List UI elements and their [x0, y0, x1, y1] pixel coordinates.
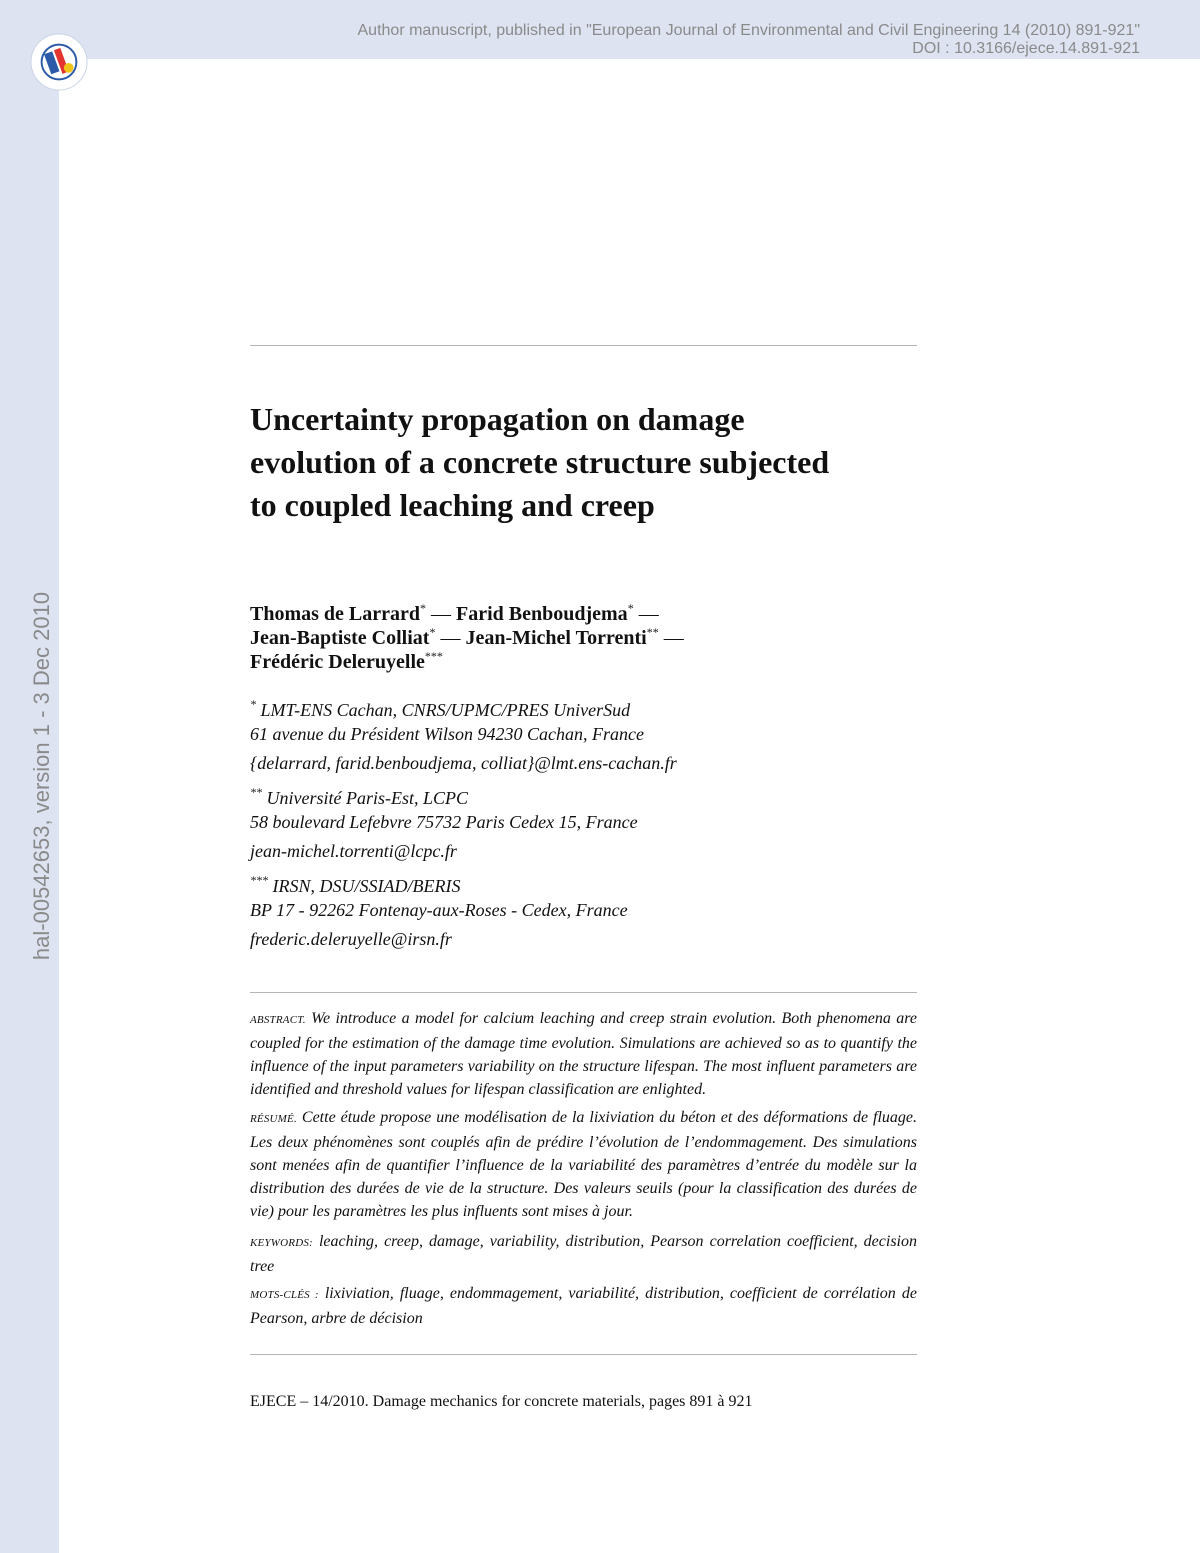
author-separator: —: [663, 627, 684, 649]
affiliation-mark: *: [420, 601, 426, 615]
top-rule: [250, 345, 917, 346]
title-line: to coupled leaching and creep: [250, 487, 655, 523]
hal-identifier: hal-00542653, version 1 - 3 Dec 2010: [29, 591, 54, 961]
affiliation-mark: *: [627, 601, 634, 615]
motscles-text: lixiviation, fluage, endommagement, variabilité, distribution, coefficient de corrélation de Pearson, arbre de décision: [250, 1285, 917, 1327]
resume-text: Cette étude propose une modélisation de la lixiviation du béton et des déformations de fluage. Les deux phénomènes sont couplés afin de prédire l’évolution de l’endommagement. Des simulations sont menées afin de quantifier l’influence de la variabilité des paramètres d’entrée du modèle sur la distribution des durées de vie de la structure. Des valeurs seuils (pour la classification des durées de vie) pour les paramètres les plus influents sont mises à jour.: [250, 1109, 918, 1220]
affiliation-mark: **: [646, 625, 659, 639]
affiliation-email: jean-michel.torrenti@lcpc.fr: [250, 841, 457, 861]
author-name: Farid Benboudjema: [456, 603, 628, 625]
keywords-label: KEYWORDS:: [250, 1237, 313, 1249]
author-separator: —: [638, 603, 659, 625]
hal-archive-logo: [30, 33, 88, 91]
motscles-paragraph: [250, 1282, 917, 1330]
author-name: Thomas de Larrard: [250, 603, 420, 625]
author-name: Jean-Michel Torrenti: [465, 627, 647, 649]
doi-note: DOI : 10.3166/ejece.14.891-921: [912, 40, 1140, 57]
keywords-paragraph: [250, 1230, 917, 1278]
affiliation-mark: *: [250, 697, 256, 711]
affiliation-email: frederic.deleruyelle@irsn.fr: [250, 929, 452, 949]
publication-note: Author manuscript, published in "European Journal of Environmental and Civil Engineering 14 (2010) 891-921": [357, 22, 1140, 39]
keywords-text: leaching, creep, damage, variability, distribution, Pearson correlation coefficient, decision tree: [250, 1233, 917, 1275]
author-separator: —: [440, 627, 461, 649]
title-line: evolution of a concrete structure subjected: [250, 444, 830, 480]
affiliation-name: IRSN, DSU/SSIAD/BERIS: [272, 876, 461, 896]
abstract-paragraph: [250, 1007, 917, 1101]
bottom-rule: [250, 1354, 917, 1355]
affiliation-mark: ***: [424, 649, 443, 663]
affiliation-address: 61 avenue du Président Wilson 94230 Cachan, France: [250, 724, 644, 744]
abstract-text: We introduce a model for calcium leaching and creep strain evolution. Both phenomena are coupled for the estimation of the damage time evolution. Simulations are achieved so as to quantify the influence of the input parameters variability on the structure lifespan. The most influent parameters are identified and threshold values for lifespan classification are enlighted.: [250, 1010, 918, 1098]
affiliation-block: [250, 698, 917, 775]
affiliation-mark: **: [250, 785, 262, 799]
affiliation-address: BP 17 - 92262 Fontenay-aux-Roses - Cedex, France: [250, 900, 628, 920]
abstract-rule: [250, 992, 917, 993]
paper-title: [250, 398, 917, 527]
affiliation-mark: *: [429, 625, 436, 639]
affiliation-block: [250, 786, 917, 863]
affiliation-name: Université Paris-Est, LCPC: [266, 788, 468, 808]
author-list: [250, 602, 917, 674]
author-name: Frédéric Deleruyelle: [250, 651, 425, 673]
affiliation-block: [250, 874, 917, 951]
journal-footer: EJECE – 14/2010. Damage mechanics for concrete materials, pages 891 à 921: [250, 1393, 753, 1410]
affiliation-name: LMT-ENS Cachan, CNRS/UPMC/PRES UniverSud: [260, 700, 631, 720]
resume-paragraph: [250, 1106, 917, 1223]
title-line: Uncertainty propagation on damage: [250, 401, 745, 437]
affiliation-mark: ***: [250, 873, 268, 887]
motscles-label: MOTS-CLÉS :: [250, 1289, 319, 1301]
abstract-label: ABSTRACT.: [250, 1014, 306, 1026]
author-separator: —: [431, 603, 451, 625]
affiliation-address: 58 boulevard Lefebvre 75732 Paris Cedex 15, France: [250, 812, 638, 832]
resume-label: RÉSUMÉ.: [250, 1113, 297, 1125]
affiliation-email: {delarrard, farid.benboudjema, colliat}@lmt.ens-cachan.fr: [250, 753, 677, 773]
author-name: Jean-Baptiste Colliat: [250, 627, 430, 649]
